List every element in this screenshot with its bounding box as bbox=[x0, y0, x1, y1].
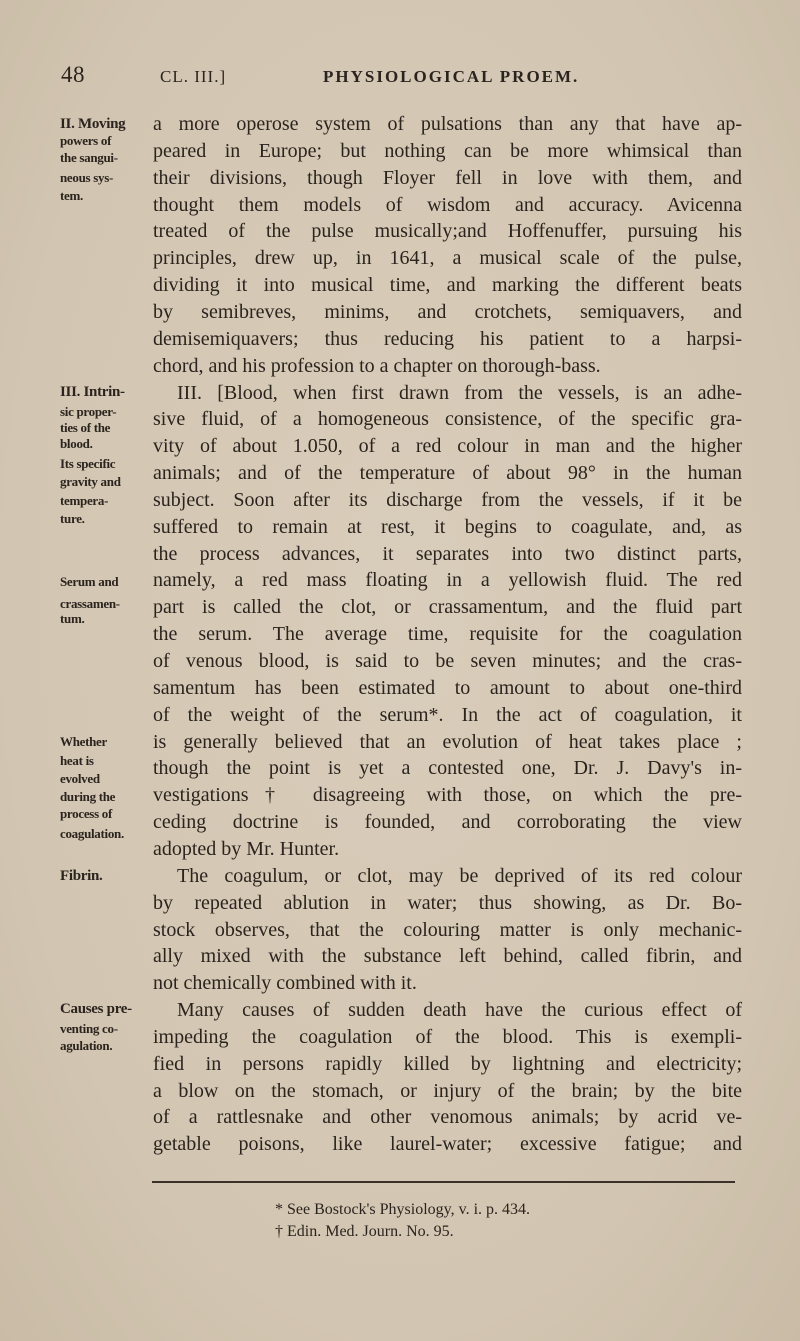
body-line: vestigations† disagreeing with those, on which the pre- bbox=[153, 784, 742, 807]
body-line: is generally believed that an evolution of heat takes place ; bbox=[153, 730, 742, 753]
body-line: dividing it into musical time, and marking the different beats bbox=[153, 274, 742, 297]
margin-note: heat is bbox=[60, 753, 94, 768]
body-line: by repeated ablution in water; thus showing, as Dr. Bo- bbox=[153, 891, 742, 914]
body-line: Many causes of sudden death have the curious effect of bbox=[177, 999, 742, 1022]
body-line: chord, and his profession to a chapter on thorough-bass. bbox=[153, 354, 601, 377]
margin-note: Fibrin. bbox=[60, 868, 103, 884]
body-line: of a rattlesnake and other venomous animals; by acrid ve- bbox=[153, 1106, 742, 1129]
margin-note: gravity and bbox=[60, 474, 121, 489]
body-line: of venous blood, is said to be seven minutes; and the cras- bbox=[153, 650, 742, 672]
body-line: adopted by Mr. Hunter. bbox=[153, 837, 340, 860]
body-line: part is called the clot, or crassamentum, and the fluid part bbox=[153, 596, 742, 619]
margin-note: ture. bbox=[60, 511, 85, 526]
body-line: III. [Blood, when first drawn from the vessels, is an adhe- bbox=[177, 381, 742, 404]
body-line: though the point is yet a contested one, Dr. J. Davy's in- bbox=[153, 757, 742, 780]
body-line: vity of about 1.050, of a red colour in man and the higher bbox=[153, 435, 742, 458]
margin-note: Causes pre- bbox=[60, 1001, 132, 1017]
margin-note: neous sys- bbox=[60, 170, 113, 185]
margin-note: sic proper- bbox=[60, 404, 117, 419]
margin-note: tem. bbox=[60, 188, 83, 203]
body-line: subject. Soon after its discharge from the vessels, if it be bbox=[153, 488, 742, 511]
body-line: ceding doctrine is founded, and corroborating the view bbox=[153, 811, 742, 834]
body-line: their divisions, though Floyer fell in love with them, and bbox=[153, 166, 742, 189]
margin-note: III. Intrin- bbox=[60, 384, 125, 400]
margin-note: Its specific bbox=[60, 456, 116, 471]
margin-note: coagulation. bbox=[60, 826, 124, 841]
body-line: thought them models of wisdom and accuracy. Avicenna bbox=[153, 193, 742, 216]
footnote: * See Bostock's Physiology, v. i. p. 434. bbox=[275, 1201, 531, 1218]
margin-note: ties of the bbox=[60, 420, 111, 435]
body-line: the process advances, it separates into two distinct parts, bbox=[153, 542, 742, 565]
running-title: PHYSIOLOGICAL PROEM. bbox=[323, 67, 580, 86]
body-line: sive fluid, of a homogeneous consistence, of the specific gra- bbox=[153, 408, 742, 431]
body-line: getable poisons, like laurel-water; excessive fatigue; and bbox=[153, 1133, 742, 1156]
margin-note: crassamen- bbox=[60, 596, 120, 611]
body-line: treated of the pulse musically;and Hoffenuffer, pursuing his bbox=[153, 220, 742, 243]
chapter-reference: CL. III.] bbox=[160, 67, 227, 86]
body-line: The coagulum, or clot, may be deprived of its red colour bbox=[177, 864, 742, 887]
body-line: namely, a red mass floating in a yellowish fluid. The red bbox=[153, 569, 742, 592]
body-line: principles, drew up, in 1641, a musical scale of the pulse, bbox=[153, 247, 742, 270]
body-line: stock observes, that the colouring matter is only mechanic- bbox=[153, 918, 742, 941]
body-line: ally mixed with the substance left behind, called fibrin, and bbox=[153, 945, 742, 968]
margin-note: process of bbox=[60, 806, 113, 821]
margin-note: tempera- bbox=[60, 493, 109, 508]
body-line: by semibreves, minims, and crotchets, semiquavers, and bbox=[153, 300, 742, 323]
margin-note: agulation. bbox=[60, 1038, 113, 1053]
body-line: not chemically combined with it. bbox=[153, 972, 417, 995]
body-line: a blow on the stomach, or injury of the brain; by the bite bbox=[153, 1079, 742, 1102]
body-line: suffered to remain at rest, it begins to coagulate, and, as bbox=[153, 515, 742, 538]
footnote: † Edin. Med. Journ. No. 95. bbox=[275, 1223, 454, 1240]
margin-note: II. Moving bbox=[60, 116, 126, 132]
margin-note: powers of bbox=[60, 133, 112, 148]
margin-note: during the bbox=[60, 789, 116, 804]
body-line: animals; and of the temperature of about 98° in the human bbox=[153, 462, 742, 485]
page-number: 48 bbox=[61, 62, 85, 87]
margin-note: the sangui- bbox=[60, 150, 118, 165]
body-line: a more operose system of pulsations than any that have ap- bbox=[153, 113, 742, 135]
body-line: of the weight of the serum*. In the act of coagulation, it bbox=[153, 703, 742, 726]
margin-note: venting co- bbox=[60, 1021, 118, 1036]
footnote-rule bbox=[152, 1181, 735, 1183]
body-line: impeding the coagulation of the blood. This is exempli- bbox=[153, 1025, 742, 1048]
body-line: the serum. The average time, requisite for the coagulation bbox=[153, 623, 742, 646]
body-line: peared in Europe; but nothing can be more whimsical than bbox=[153, 139, 742, 162]
body-line: samentum has been estimated to amount to about one-third bbox=[153, 676, 742, 699]
margin-note: evolved bbox=[60, 771, 100, 786]
margin-note: blood. bbox=[60, 436, 93, 451]
margin-note: tum. bbox=[60, 611, 85, 626]
body-line: demisemiquavers; thus reducing his patient to a harpsi- bbox=[153, 327, 742, 350]
margin-note: Whether bbox=[60, 734, 107, 749]
body-line: fied in persons rapidly killed by lightning and electricity; bbox=[153, 1052, 742, 1075]
margin-note: Serum and bbox=[60, 574, 119, 589]
